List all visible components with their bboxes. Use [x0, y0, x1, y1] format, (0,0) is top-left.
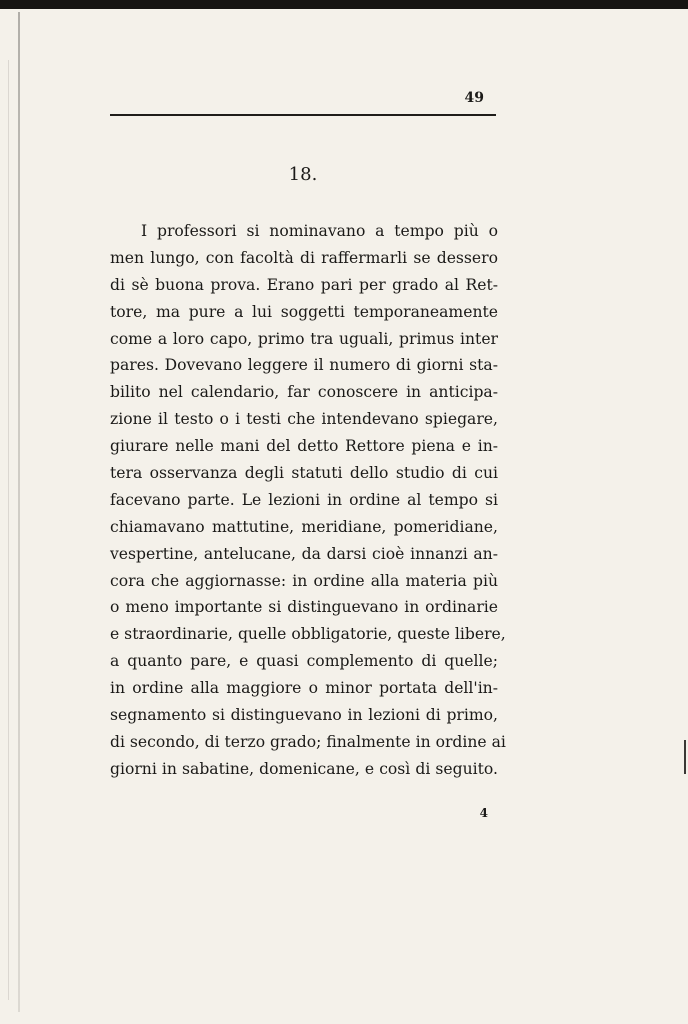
body-paragraph [110, 218, 506, 783]
text-line: giorni in sabatine, domenicane, e così di seguito. [110, 759, 498, 778]
text-line: giurare nelle mani del detto Rettore piena e in- [110, 437, 498, 456]
text-line: a quanto pare, e quasi complemento di quelle; [110, 652, 498, 671]
text-line: pares. Dovevano leggere il numero di giorni sta- [110, 356, 498, 375]
text-line: di secondo, di terzo grado; finalmente in ordine ai [110, 732, 506, 751]
text-line: vespertine, antelucane, da darsi cioè innanzi an- [110, 544, 498, 563]
text-line: o meno importante si distinguevano in ordinarie [110, 598, 498, 617]
page-top-edge [0, 0, 688, 9]
text-line: cora che aggiornasse: in ordine alla materia più [110, 571, 498, 590]
text-line: tera osservanza degli statuti dello studio di cui [110, 464, 498, 483]
section-number: 18. [288, 164, 318, 185]
text-line: e straordinarie, quelle obbligatorie, queste libere, [110, 625, 506, 644]
text-line: in ordine alla maggiore o minor portata dell'in- [110, 679, 498, 698]
text-line: come a loro capo, primo tra uguali, primus inter [110, 329, 498, 348]
text-line: facevano parte. Le lezioni in ordine al tempo si [110, 490, 498, 509]
binding-edge-shadow [8, 60, 9, 1000]
signature-mark: 4 [479, 806, 488, 820]
text-line: chiamavano mattutine, meridiane, pomeridiane, [110, 517, 498, 536]
text-line: men lungo, con facoltà di raffermarli se dessero [110, 248, 498, 267]
text-line: di sè buona prova. Erano pari per grado al Ret- [110, 275, 498, 294]
binding-edge [18, 12, 20, 1012]
text-line: segnamento si distinguevano in lezioni di primo, [110, 706, 498, 725]
header-rule [110, 114, 496, 116]
text-line: I professori si nominavano a tempo più o [141, 222, 498, 240]
text-line: tore, ma pure a lui soggetti temporaneamente [110, 302, 498, 321]
page-number: 49 [464, 90, 484, 106]
text-line: zione il testo o i testi che intendevano spiegare, [110, 410, 498, 429]
text-line: bilito nel calendario, far conoscere in anticipa- [110, 383, 498, 402]
margin-mark [684, 740, 686, 774]
